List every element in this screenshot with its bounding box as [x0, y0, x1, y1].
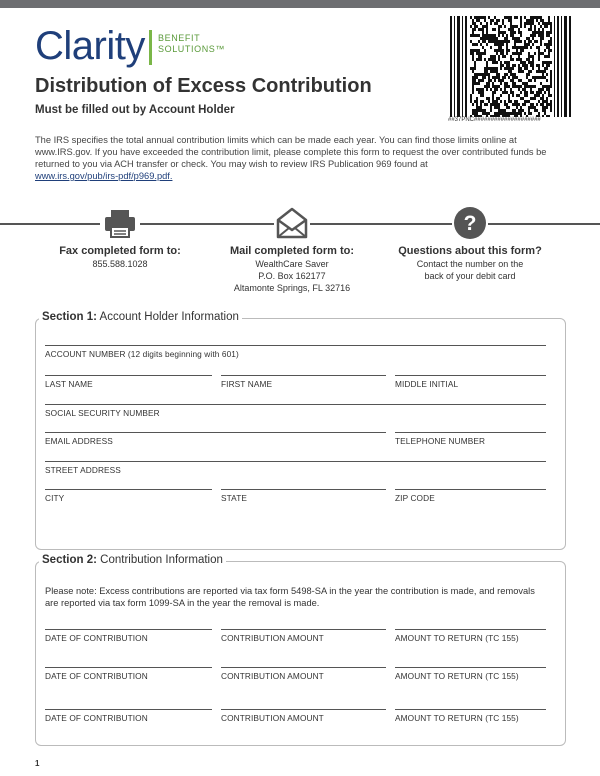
- amount-to-return-field[interactable]: [395, 629, 546, 630]
- questions-line2: back of your debit card: [424, 271, 516, 281]
- page-number: 1: [35, 759, 40, 768]
- last-name-label: LAST NAME: [45, 379, 93, 389]
- mail-address-line3: Altamonte Springs, FL 32716: [233, 283, 351, 293]
- account-number-field[interactable]: [45, 345, 546, 346]
- questions-line1: Contact the number on the: [416, 259, 524, 269]
- section1-title-text: Account Holder Information: [96, 311, 239, 323]
- first-name-label: FIRST NAME: [221, 379, 273, 389]
- question-icon: [452, 205, 488, 241]
- intro-text: The IRS specifies the total annual contribution limits which can be made each year. You can find those limits online at www.IRS.gov. If you have exceeded the contribution limit, please complete this form to request the over contributed funds be returned to you via ACH transfer or check. You may wish to review IRS Publication 969 found at: [35, 135, 547, 169]
- state-label: STATE: [221, 493, 248, 503]
- street-address-field[interactable]: [45, 461, 546, 462]
- fax-heading: Fax completed form to:: [59, 245, 181, 257]
- telephone-label: TELEPHONE NUMBER: [395, 436, 486, 446]
- logo-tagline-line1: BENEFIT: [158, 33, 201, 43]
- contribution-amount-label: CONTRIBUTION AMOUNT: [221, 633, 324, 643]
- divider-mid-left: [140, 223, 274, 225]
- barcode-image: [450, 16, 572, 117]
- zip-code-label: ZIP CODE: [395, 493, 435, 503]
- amount-to-return-field[interactable]: [395, 709, 546, 710]
- logo-wordmark: Clarity: [35, 24, 145, 68]
- irs-publication-link[interactable]: www.irs.gov/pub/irs-pdf/p969.pdf.: [35, 171, 173, 181]
- section1-title: [39, 311, 242, 323]
- contribution-amount-label: CONTRIBUTION AMOUNT: [221, 713, 324, 723]
- mail-address-line2: P.O. Box 162177: [258, 271, 326, 281]
- divider-right: [488, 223, 600, 225]
- amount-to-return-label: AMOUNT TO RETURN (TC 155): [395, 671, 519, 681]
- mail-heading: Mail completed form to:: [229, 245, 355, 257]
- date-of-contribution-label: DATE OF CONTRIBUTION: [45, 633, 148, 643]
- middle-initial-label: MIDDLE INITIAL: [395, 379, 459, 389]
- divider-mid-right: [310, 223, 452, 225]
- contribution-amount-label: CONTRIBUTION AMOUNT: [221, 671, 324, 681]
- date-of-contribution-field[interactable]: [45, 629, 212, 630]
- page-title: Distribution of Excess Contribution: [35, 75, 372, 97]
- first-name-field[interactable]: [221, 375, 386, 376]
- section2-title: [39, 554, 226, 566]
- envelope-icon: [274, 205, 310, 241]
- logo-divider: [149, 30, 152, 65]
- date-of-contribution-field[interactable]: [45, 709, 212, 710]
- date-of-contribution-label: DATE OF CONTRIBUTION: [45, 713, 148, 723]
- fax-number: [40, 258, 200, 270]
- date-of-contribution-field[interactable]: [45, 667, 212, 668]
- fax-number-text: 855.588.1028: [92, 259, 148, 269]
- section2-note: Please note: Excess contributions are reported via tax form 5498-SA in the year the contribution is made, and removals are reported via tax form 1099-SA in the year the removal is made.: [45, 586, 535, 608]
- last-name-field[interactable]: [45, 375, 212, 376]
- page-subtitle: Must be filled out by Account Holder: [35, 104, 235, 116]
- account-number-label: ACCOUNT NUMBER (12 digits beginning with 601): [45, 349, 239, 359]
- top-bar: [0, 0, 600, 8]
- barcode-caption: ##37PNC####################: [448, 117, 541, 123]
- zip-code-field[interactable]: [395, 489, 546, 490]
- contribution-amount-field[interactable]: [221, 629, 386, 630]
- ssn-label: SOCIAL SECURITY NUMBER: [45, 408, 160, 418]
- svg-text:?: ?: [463, 212, 477, 235]
- divider-left: [0, 223, 100, 225]
- section2-title-text: Contribution Information: [96, 554, 223, 566]
- contribution-amount-field[interactable]: [221, 709, 386, 710]
- email-label: EMAIL ADDRESS: [45, 436, 113, 446]
- logo-tagline-line2: SOLUTIONS™: [158, 44, 226, 54]
- middle-initial-field[interactable]: [395, 375, 546, 376]
- section2-title-bold: Section 2:: [42, 554, 97, 566]
- amount-to-return-field[interactable]: [395, 667, 546, 668]
- state-field[interactable]: [221, 489, 386, 490]
- date-of-contribution-label: DATE OF CONTRIBUTION: [45, 671, 148, 681]
- city-label: CITY: [45, 493, 65, 503]
- intro-paragraph: [35, 134, 565, 182]
- amount-to-return-label: AMOUNT TO RETURN (TC 155): [395, 633, 519, 643]
- amount-to-return-label: AMOUNT TO RETURN (TC 155): [395, 713, 519, 723]
- questions-heading: Questions about this form?: [398, 245, 542, 257]
- mail-address: [212, 258, 372, 294]
- contribution-amount-field[interactable]: [221, 667, 386, 668]
- questions-text: [385, 258, 555, 282]
- telephone-field[interactable]: [395, 432, 546, 433]
- city-field[interactable]: [45, 489, 212, 490]
- ssn-field[interactable]: [45, 404, 546, 405]
- section1-title-bold: Section 1:: [42, 311, 97, 323]
- fax-icon: [102, 205, 138, 241]
- email-field[interactable]: [45, 432, 386, 433]
- logo-tagline: [158, 33, 225, 55]
- street-address-label: STREET ADDRESS: [45, 465, 121, 475]
- mail-address-line1: WealthCare Saver: [255, 259, 329, 269]
